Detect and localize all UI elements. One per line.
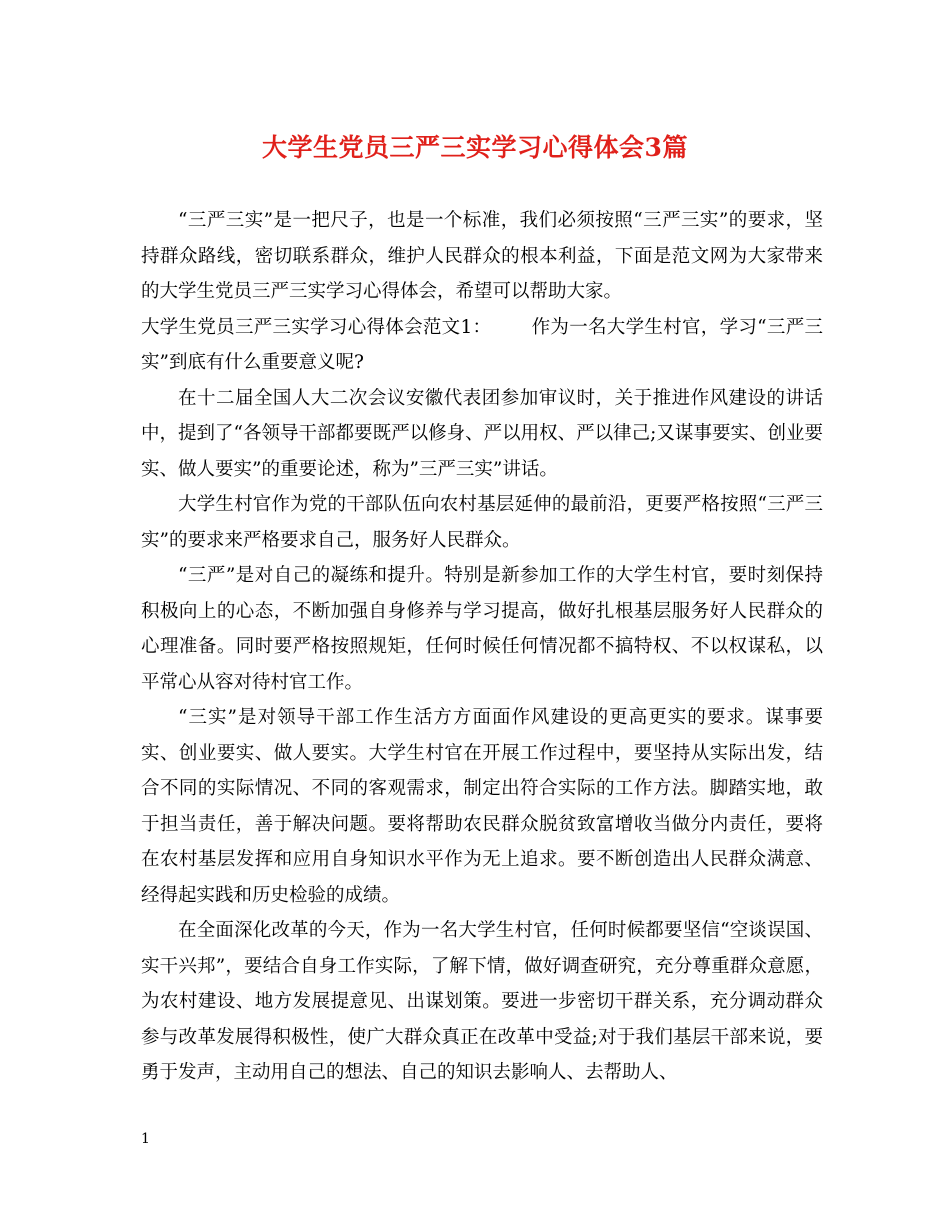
section-heading: 大学生党员三严三实学习心得体会范文1： <box>141 316 492 338</box>
section-lead: 作为一名大学生村官，学习“三严三实”到底有什么重要意义呢? <box>141 316 823 373</box>
body-paragraph-3: “三严”是对自己的凝练和提升。特别是新参加工作的大学生村官，要时刻保持积极向上的心态，不断加强自身修养与学习提高，做好扎根基层服务好人民群众的心理准备。同时要严格按照规矩，任何时候任何情况都不搞特权、不以权谋私，以平常心从容对待村官工作。 <box>141 565 823 693</box>
body-paragraph-4: “三实”是对领导干部工作生活方方面面作风建设的更高更实的要求。谋事要实、创业要实、做人要实。大学生村官在开展工作过程中，要坚持从实际出发，结合不同的实际情况、不同的客观需求，制定出符合实际的工作方法。脚踏实地，敢于担当责任，善于解决问题。要将帮助农民群众脱贫致富增收当做分内责任，要将在农村基层发挥和应用自身知识水平作为无上追求。要不断创造出人民群众满意、经得起实践和历史检验的成绩。 <box>141 707 823 906</box>
page-number: 1 <box>141 1131 150 1147</box>
document-body <box>141 203 823 1091</box>
body-paragraph-2: 大学生村官作为党的干部队伍向农村基层延伸的最前沿，更要严格按照“三严三实”的要求来严格要求自己，服务好人民群众。 <box>141 494 823 551</box>
intro-paragraph: “三严三实”是一把尺子，也是一个标准，我们必须按照“三严三实”的要求，坚持群众路线，密切联系群众，维护人民群众的根本利益，下面是范文网为大家带来的大学生党员三严三实学习心得体会，希望可以帮助大家。 <box>141 210 823 302</box>
body-paragraph-1: 在十二届全国人大二次会议安徽代表团参加审议时，关于推进作风建设的讲话中，提到了“各领导干部都要既严以修身、严以用权、严以律己;又谋事要实、创业要实、做人要实”的重要论述，称为”三严三实”讲话。 <box>141 387 823 480</box>
section-paragraph <box>141 310 823 381</box>
document-title: 大学生党员三严三实学习心得体会3篇 <box>262 133 688 162</box>
body-paragraph-5: 在全面深化改革的今天，作为一名大学生村官，任何时候都要坚信“空谈误国、实干兴邦”，要结合自身工作实际，了解下情，做好调查研究，充分尊重群众意愿，为农村建设、地方发展提意见、出谋划策。要进一步密切干群关系，充分调动群众参与改革发展得积极性，使广大群众真正在改革中受益;对于我们基层干部来说，要勇于发声，主动用自己的想法、自己的知识去影响人、去帮助人、 <box>141 920 823 1083</box>
